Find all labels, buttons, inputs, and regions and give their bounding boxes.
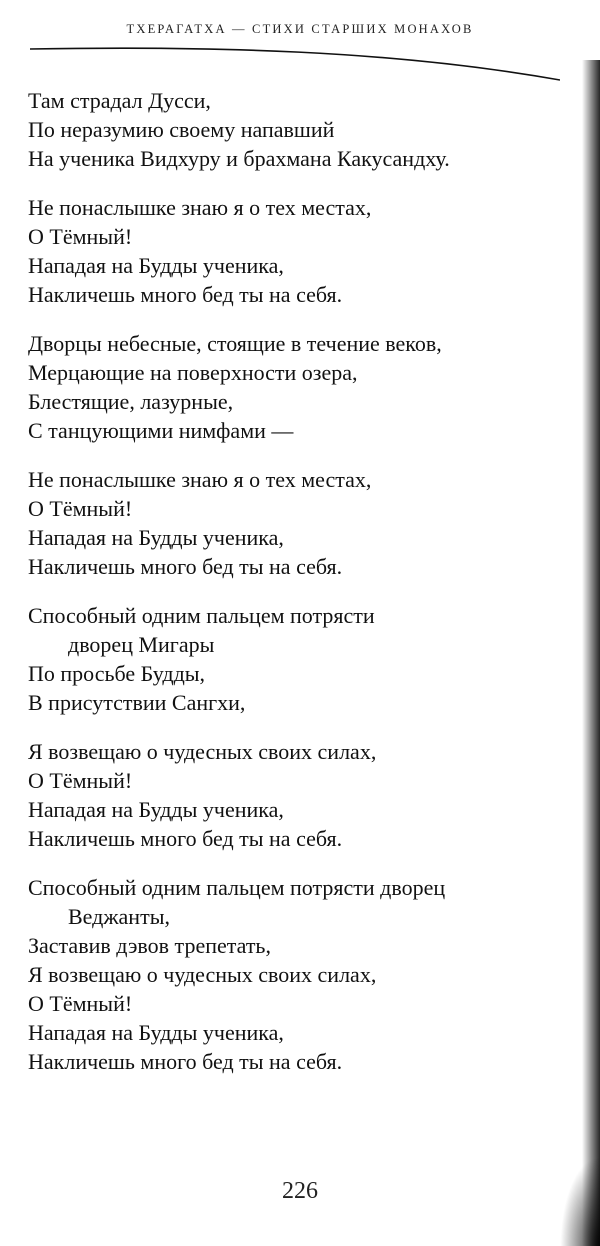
- verse-line: О Тёмный!: [28, 496, 133, 521]
- verse-line: О Тёмный!: [28, 991, 133, 1016]
- verse-line: Способный одним пальцем потрясти дворец: [28, 875, 446, 900]
- verse-line: По просьбе Будды,: [28, 661, 206, 686]
- verse-line: Нападая на Будды ученика,: [28, 525, 284, 550]
- running-title: ТХЕРАГАТХА — СТИХИ СТАРШИХ МОНАХОВ: [126, 22, 474, 36]
- page-edge-shadow: [582, 60, 600, 1246]
- verse-line: Нападая на Будды ученика,: [28, 797, 284, 822]
- verse-line: С танцующими нимфами —: [28, 418, 294, 443]
- verse-line: Веджанты,: [68, 904, 170, 929]
- verse-line: дворец Мигары: [68, 632, 215, 657]
- verse-line: Мерцающие на поверхности озера,: [28, 360, 358, 385]
- verse-line: Я возвещаю о чудесных своих силах,: [28, 739, 377, 764]
- verse-line: О Тёмный!: [28, 224, 133, 249]
- verse-line: Дворцы небесные, стоящие в течение веков,: [28, 331, 442, 356]
- stanza: [28, 329, 583, 445]
- verse-line: Накличешь много бед ты на себя.: [28, 554, 343, 579]
- stanza: [28, 193, 583, 309]
- stanza: [28, 601, 583, 717]
- header-rule: [30, 44, 560, 84]
- verse-line: Накличешь много бед ты на себя.: [28, 1049, 343, 1074]
- verse-line: Там страдал Дусси,: [28, 88, 211, 113]
- stanza: [28, 737, 583, 853]
- page-number: 226: [282, 1178, 318, 1204]
- stanza: [28, 86, 583, 173]
- verse-line: Не понаслышке знаю я о тех местах,: [28, 195, 372, 220]
- verse-line: По неразумию своему напавший: [28, 117, 335, 142]
- verse-line: Способный одним пальцем потрясти: [28, 603, 375, 628]
- verse-line: Блестящие, лазурные,: [28, 389, 234, 414]
- poem-body: [28, 86, 583, 1096]
- verse-line: Нападая на Будды ученика,: [28, 253, 284, 278]
- verse-line: Не понаслышке знаю я о тех местах,: [28, 467, 372, 492]
- verse-line: В присутствии Сангхи,: [28, 690, 246, 715]
- verse-line: Заставив дэвов трепетать,: [28, 933, 271, 958]
- verse-line: Накличешь много бед ты на себя.: [28, 282, 343, 307]
- verse-line: Я возвещаю о чудесных своих силах,: [28, 962, 377, 987]
- stanza: [28, 465, 583, 581]
- verse-line: На ученика Видхуру и брахмана Какусандху.: [28, 146, 450, 171]
- verse-line: Нападая на Будды ученика,: [28, 1020, 284, 1045]
- verse-line: Накличешь много бед ты на себя.: [28, 826, 343, 851]
- stanza: [28, 873, 583, 1076]
- page-corner-shadow: [560, 1156, 600, 1246]
- verse-line: О Тёмный!: [28, 768, 133, 793]
